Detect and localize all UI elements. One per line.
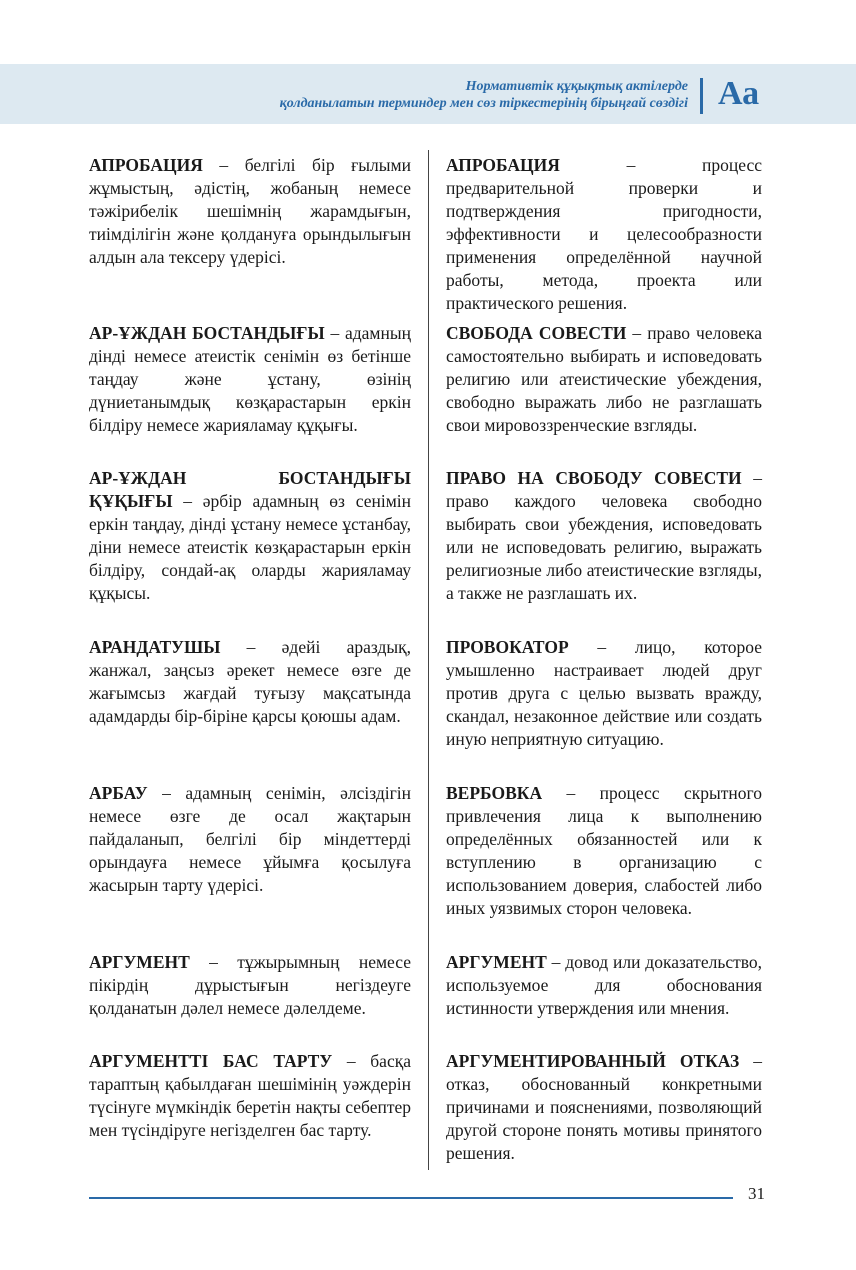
entry-ru-1: [446, 154, 762, 315]
entry-ru-2: [446, 322, 762, 437]
header-title-line2: қолданылатын терминдер мен сөз тіркестерінің бірыңғай сөздігі: [279, 96, 688, 111]
definition-kk: – басқа тараптың қабылдаған шешімінің уәждерін түсінуге мүмкіндік беретін нақты себептер мен түсіндіруге негізделген бас тарту.: [89, 1051, 411, 1140]
definition-ru: – право каждого человека свободно выбирать свои убеждения, исповедовать или не исповедовать религию, выражать религиозные либо атеистические взгляды, а также не разглашать их.: [446, 468, 763, 603]
term-kk: АРБАУ: [89, 783, 148, 803]
term-ru: СВОБОДА СОВЕСТИ: [446, 323, 627, 343]
term-ru: АРГУМЕНТ: [446, 952, 547, 972]
entry-kk-5: [89, 782, 411, 897]
term-kk: АРГУМЕНТ: [89, 952, 190, 972]
entry-kk-4: [89, 636, 411, 728]
footer-rule: [89, 1197, 733, 1199]
column-divider: [428, 150, 429, 1170]
term-kk: АР-ҰЖДАН БОСТАНДЫҒЫ ҚҰҚЫҒЫ: [89, 468, 411, 511]
term-kk: АРАНДАТУШЫ: [89, 637, 221, 657]
header-separator: [700, 78, 703, 114]
section-letters: Аа: [718, 75, 760, 112]
entry-ru-7: [446, 1050, 762, 1165]
page-number: 31: [748, 1184, 765, 1203]
term-ru: ПРОВОКАТОР: [446, 637, 569, 657]
entry-ru-4: [446, 636, 762, 751]
definition-ru: – процесс скрытного привлечения лица к выполнению определённых обязанностей или к вступлению в организацию с использованием доверия, слабостей либо иных уязвимых сторон человека.: [446, 783, 762, 918]
definition-kk: – әдейі араздық, жанжал, заңсыз әрекет немесе өзге де жағымсыз жағдай туғызу мақсатында адамдарды бір-біріне қарсы қоюшы адам.: [89, 637, 411, 726]
definition-kk: – тұжырымның немесе пікірдің дұрыстығын негіздеуге қолданатын дәлел немесе дәлелдеме.: [89, 952, 411, 1018]
definition-kk: – белгілі бір ғылыми жұмыстың, әдістің, жобаның немесе тәжірибелік шешімнің жарамдығын, тиімділігін және қолдануға орындылығын алдын ала тексеру үдерісі.: [89, 155, 411, 267]
entry-kk-7: [89, 1050, 411, 1142]
definition-kk: – адамның дінді немесе атеистік сенімін өз бетінше таңдау және ұстану, өзінің дүниетанымдық көзқарастарын еркін білдіру немесе жарияламау құқығы.: [89, 323, 411, 435]
term-kk: АРГУМЕНТТІ БАС ТАРТУ: [89, 1051, 333, 1071]
entry-ru-6: [446, 951, 762, 1020]
term-ru: ВЕРБОВКА: [446, 783, 543, 803]
definition-ru: – лицо, которое умышленно настраивает людей друг против друга с целью вызвать вражду, скандал, незаконное действие или создать иную неприятную ситуацию.: [446, 637, 762, 749]
term-ru: ПРАВО НА СВОБОДУ СОВЕСТИ: [446, 468, 742, 488]
entry-kk-6: [89, 951, 411, 1020]
term-ru: АПРОБАЦИЯ: [446, 155, 560, 175]
definition-ru: – отказ, обоснованный конкретными причинами и пояснениями, позволяющий другой стороне понять мотивы принятого решения.: [446, 1051, 763, 1163]
definition-ru: – право человека самостоятельно выбирать и исповедовать религию или атеистические убеждения, свободно выражать либо не разглашать свои мировоззренческие взгляды.: [446, 323, 762, 435]
entry-ru-5: [446, 782, 762, 920]
definition-kk: – адамның сенімін, әлсіздігін немесе өзге де осал жақтарын пайдаланып, белгілі бір міндеттерді орындауға немесе ұйымға қосылуға жасырын тарту үдерісі.: [89, 783, 411, 895]
entry-kk-2: [89, 322, 411, 437]
header-title-line1: Нормативтік құқықтық актілерде: [465, 79, 688, 94]
definition-ru: – довод или доказательство, используемое для обоснования истинности утверждения или мнения.: [446, 952, 762, 1018]
term-kk: АПРОБАЦИЯ: [89, 155, 203, 175]
definition-kk: – әрбір адамның өз сенімін еркін таңдау, дінді ұстану немесе ұстанбау, діни немесе атеистік көзқарастарын еркін білдіру, сондай-ақ оларды жарияламау құқысы.: [89, 491, 411, 603]
term-kk: АР-ҰЖДАН БОСТАНДЫҒЫ: [89, 323, 325, 343]
entry-kk-1: [89, 154, 411, 269]
running-header: [280, 78, 688, 112]
term-ru: АРГУМЕНТИРОВАННЫЙ ОТКАЗ: [446, 1051, 740, 1071]
entry-kk-3: [89, 467, 411, 605]
definition-ru: – процесс предварительной проверки и подтверждения пригодности, эффективности и целесообразности применения определённой научной работы, метода, проекта или практического решения.: [446, 155, 762, 313]
entry-ru-3: [446, 467, 762, 605]
